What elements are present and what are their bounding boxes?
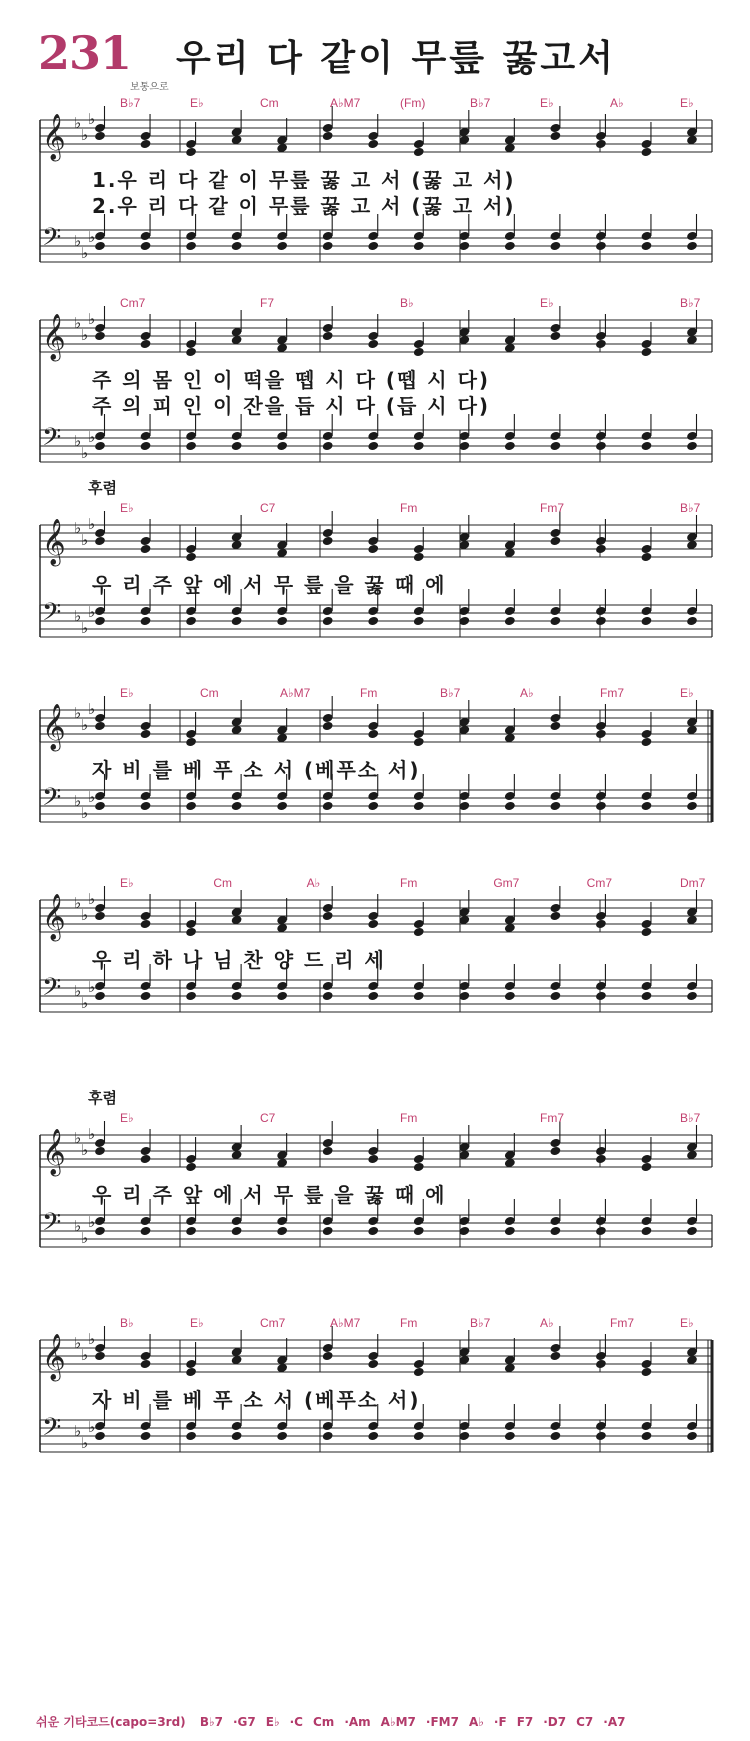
flat-icon: ♭ [88, 788, 96, 806]
note-head [367, 1359, 379, 1370]
chord-symbol: Cm [200, 686, 219, 700]
note-head [640, 1367, 652, 1378]
note-head [413, 1431, 425, 1442]
lyric-line: 자 비 를 베 푸 소 서 (베푸소 서) [92, 758, 421, 782]
flat-icon: ♭ [88, 428, 96, 446]
flat-icon: ♭ [81, 716, 89, 734]
note-head [185, 1367, 197, 1378]
chord-symbol: A♭ [610, 96, 624, 110]
flat-icon: ♭ [81, 244, 89, 262]
chord-symbol: F7 [260, 296, 275, 310]
flat-icon: ♭ [74, 982, 82, 1000]
flat-icon: ♭ [88, 228, 96, 246]
chord-symbol: Dm7 [680, 876, 706, 890]
chord-symbol: B♭7 [470, 1316, 491, 1330]
footer-chord: Cm [313, 1715, 335, 1729]
flat-icon: ♭ [81, 326, 89, 344]
lyric-line: 자 비 를 베 푸 소 서 (베푸소 서) [92, 1388, 421, 1412]
treble-clef-icon: 𝄞 [42, 314, 66, 360]
note-head [595, 1431, 607, 1442]
flat-icon: ♭ [88, 890, 96, 908]
section-label: 후렴 [88, 479, 117, 497]
section-label: 후렴 [88, 1089, 117, 1107]
chord-symbol: B♭7 [680, 501, 701, 515]
note-head [185, 1431, 197, 1442]
chord-symbol: Fm [400, 1111, 418, 1125]
flat-icon: ♭ [74, 1217, 82, 1235]
flat-icon: ♭ [81, 804, 89, 822]
footer-chord: ·FM7 [425, 1715, 459, 1729]
footer-chord: A♭M7 [380, 1715, 416, 1729]
chord-symbol: Cm7 [120, 296, 146, 310]
lyric-line: 우 리 주 앞 에 서 무 릎 을 꿇 때 에 [92, 1183, 447, 1207]
flat-icon: ♭ [88, 603, 96, 621]
bass-clef-icon: 𝄢 [42, 1413, 62, 1448]
bass-clef-icon: 𝄢 [42, 598, 62, 633]
flat-icon: ♭ [88, 110, 96, 128]
bass-clef-icon: 𝄢 [42, 223, 62, 258]
chord-symbol: Fm7 [540, 1111, 564, 1125]
chord-symbol: E♭ [190, 1316, 204, 1330]
treble-clef-icon: 𝄞 [42, 1129, 66, 1175]
chord-symbol: E♭ [540, 296, 554, 310]
chord-symbol: E♭ [120, 686, 134, 700]
footer-label: 쉬운 기타코드(capo=3rd) [36, 1715, 186, 1729]
chord-symbol: B♭7 [120, 96, 141, 110]
note-head [367, 1431, 379, 1442]
chord-symbol: Cm7 [586, 876, 612, 890]
chord-symbol: B♭ [400, 296, 414, 310]
chord-symbol: Cm [260, 96, 279, 110]
note-head [640, 1431, 652, 1442]
tempo-marking: 보통으로 [130, 82, 169, 93]
footer-chord: F7 [516, 1715, 534, 1729]
flat-icon: ♭ [74, 1422, 82, 1440]
flat-icon: ♭ [81, 531, 89, 549]
lyric-line: 주 의 몸 인 이 떡을 뗍 시 다 (뗍 시 다) [92, 368, 491, 392]
chord-symbol: B♭7 [680, 296, 701, 310]
lyric-line: 우 리 하 나 님 찬 양 드 리 세 [92, 948, 386, 972]
flat-icon: ♭ [88, 515, 96, 533]
flat-icon: ♭ [88, 1213, 96, 1231]
lyric-line: 우 리 주 앞 에 서 무 릎 을 꿇 때 에 [92, 573, 447, 597]
chord-symbol: E♭ [540, 96, 554, 110]
note-head [549, 1431, 561, 1442]
flat-icon: ♭ [74, 704, 82, 722]
guitar-chord-legend [36, 1713, 645, 1730]
flat-icon: ♭ [74, 792, 82, 810]
note-head [549, 1351, 561, 1362]
note-head [231, 1431, 243, 1442]
flat-icon: ♭ [74, 894, 82, 912]
flat-icon: ♭ [74, 1129, 82, 1147]
footer-chord: ·C [289, 1715, 303, 1729]
flat-icon: ♭ [81, 126, 89, 144]
chord-symbol: Cm [213, 876, 232, 890]
chord-symbol: A♭M7 [280, 686, 311, 700]
note-head [504, 1431, 516, 1442]
chord-symbol: Gm7 [493, 876, 520, 890]
flat-icon: ♭ [74, 114, 82, 132]
flat-icon: ♭ [81, 1434, 89, 1452]
note-head [276, 1431, 288, 1442]
footer-chord: E♭ [265, 1715, 280, 1729]
flat-icon: ♭ [81, 619, 89, 637]
chord-symbol: B♭7 [470, 96, 491, 110]
lyric-line: 1.우 리 다 같 이 무릎 꿇 고 서 (꿇 고 서) [92, 168, 516, 192]
flat-icon: ♭ [88, 1125, 96, 1143]
lyric-line: 주 의 피 인 이 잔을 듭 시 다 (듭 시 다) [92, 394, 491, 418]
note-head [413, 1367, 425, 1378]
chord-symbol: A♭M7 [330, 96, 361, 110]
chord-symbol: Fm7 [600, 686, 624, 700]
chord-symbol: E♭ [680, 1316, 694, 1330]
flat-icon: ♭ [88, 700, 96, 718]
footer-chord: ·A7 [603, 1715, 626, 1729]
chord-symbol: E♭ [120, 876, 134, 890]
flat-icon: ♭ [88, 978, 96, 996]
chord-symbol: C7 [260, 1111, 276, 1125]
note-head [595, 1359, 607, 1370]
treble-clef-icon: 𝄞 [42, 114, 66, 160]
chord-symbol: A♭ [540, 1316, 554, 1330]
hymn-number: 231 [38, 26, 132, 80]
chord-symbol: A♭ [520, 686, 534, 700]
hymn-title: 우리 다 같이 무릎 꿇고서 [176, 38, 616, 79]
treble-clef-icon: 𝄞 [42, 519, 66, 565]
treble-clef-icon: 𝄞 [42, 704, 66, 750]
footer-chord: ·D7 [543, 1715, 567, 1729]
flat-icon: ♭ [81, 994, 89, 1012]
flat-icon: ♭ [81, 444, 89, 462]
flat-icon: ♭ [81, 906, 89, 924]
chord-symbol: Cm7 [260, 1316, 286, 1330]
note-head [94, 1431, 106, 1442]
chord-symbol: E♭ [120, 1111, 134, 1125]
flat-icon: ♭ [74, 519, 82, 537]
note-head [686, 1431, 698, 1442]
bass-clef-icon: 𝄢 [42, 423, 62, 458]
flat-icon: ♭ [81, 1229, 89, 1247]
chord-symbol: B♭ [120, 1316, 134, 1330]
flat-icon: ♭ [74, 432, 82, 450]
chord-symbol: B♭7 [680, 1111, 701, 1125]
footer-chord: ·F [493, 1715, 507, 1729]
footer-chords [200, 1715, 636, 1729]
bass-clef-icon: 𝄢 [42, 973, 62, 1008]
flat-icon: ♭ [81, 1346, 89, 1364]
chord-symbol: Fm [400, 1316, 418, 1330]
footer-chord: A♭ [468, 1715, 484, 1729]
chord-symbol: E♭ [190, 96, 204, 110]
chord-symbol: C7 [260, 501, 276, 515]
chord-symbol: Fm [360, 686, 378, 700]
flat-icon: ♭ [88, 1418, 96, 1436]
flat-icon: ♭ [74, 1334, 82, 1352]
lyric-line: 2.우 리 다 같 이 무릎 꿇 고 서 (꿇 고 서) [92, 194, 516, 218]
chord-symbol: A♭M7 [330, 1316, 361, 1330]
flat-icon: ♭ [81, 1141, 89, 1159]
footer-chord: ·G7 [233, 1715, 256, 1729]
footer-chord: ·Am [344, 1715, 371, 1729]
chord-symbol: Fm [400, 876, 418, 890]
treble-clef-icon: 𝄞 [42, 1334, 66, 1380]
note-head [322, 1431, 334, 1442]
flat-icon: ♭ [74, 314, 82, 332]
chord-symbol: E♭ [120, 501, 134, 515]
note-head [94, 1351, 106, 1362]
bass-clef-icon: 𝄢 [42, 783, 62, 818]
footer-chord: C7 [576, 1715, 594, 1729]
chord-symbol: Fm7 [540, 501, 564, 515]
bass-clef-icon: 𝄢 [42, 1208, 62, 1243]
chord-symbol: Fm7 [610, 1316, 634, 1330]
chord-symbol: E♭ [680, 686, 694, 700]
footer-chord: B♭7 [199, 1715, 223, 1729]
note-head [322, 1351, 334, 1362]
treble-clef-icon: 𝄞 [42, 894, 66, 940]
note-head [140, 1431, 152, 1442]
chord-symbol: E♭ [680, 96, 694, 110]
note-head [140, 1359, 152, 1370]
chord-symbol: B♭7 [440, 686, 461, 700]
chord-symbol: A♭ [306, 876, 321, 890]
chord-symbol: (Fm) [400, 96, 426, 110]
flat-icon: ♭ [74, 607, 82, 625]
flat-icon: ♭ [88, 310, 96, 328]
chord-symbol: Fm [400, 501, 418, 515]
flat-icon: ♭ [74, 232, 82, 250]
flat-icon: ♭ [88, 1330, 96, 1348]
